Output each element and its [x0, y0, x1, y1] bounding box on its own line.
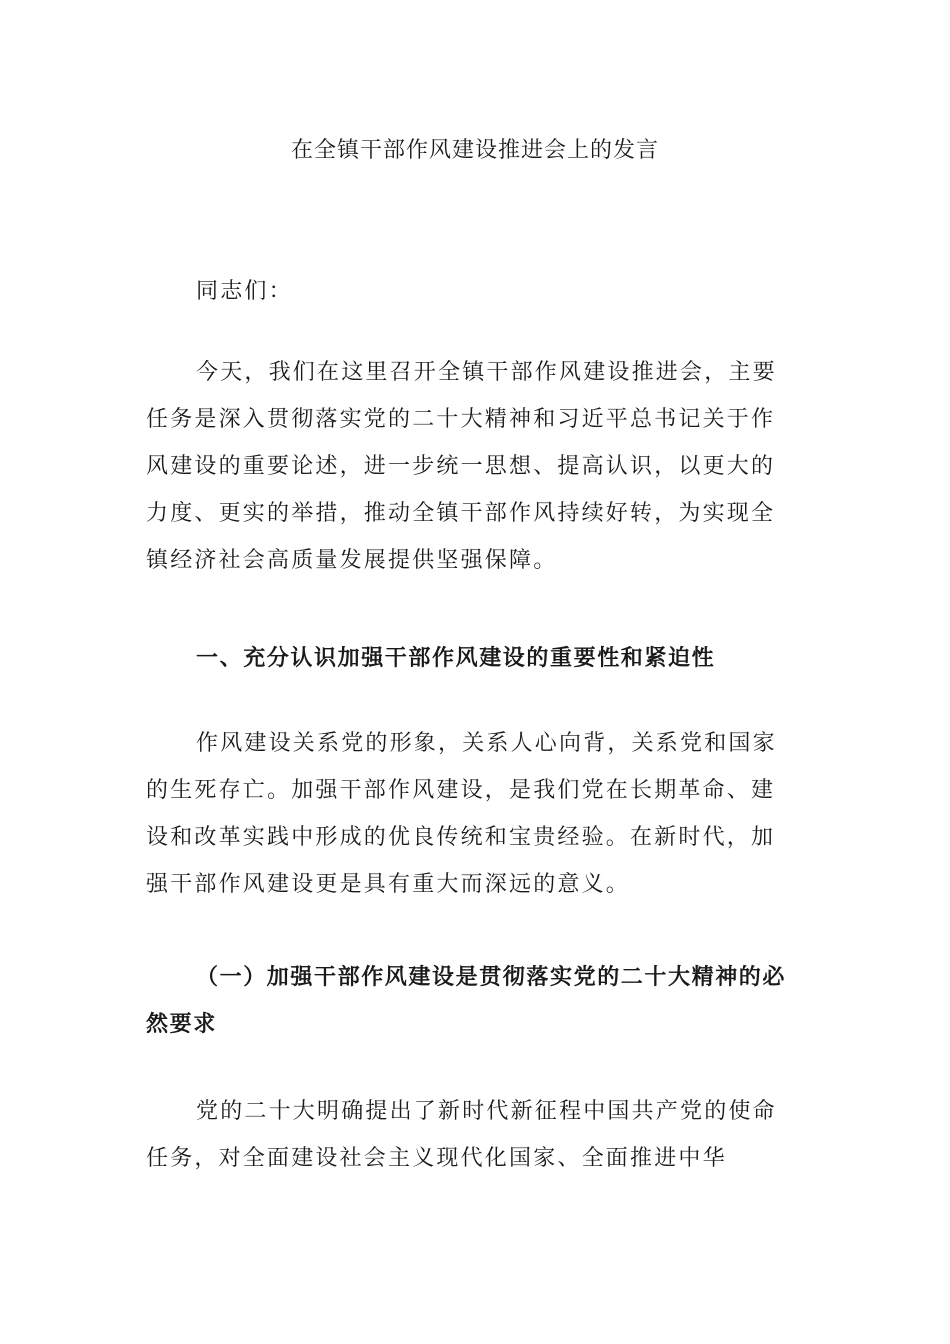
subsection-heading-1: （一）加强干部作风建设是贯彻落实党的二十大精神的必然要求 [146, 965, 787, 1037]
salutation: 同志们： [196, 279, 293, 304]
document-title: 在全镇干部作风建设推进会上的发言 [290, 138, 659, 163]
intro-paragraph: 今天，我们在这里召开全镇干部作风建设推进会，主要任务是深入贯彻落实党的二十大精神和习近平总书记关于作风建设的重要论述，进一步统一思想、提高认识，以更大的力度、更实的举措，推动全镇干部作风持续好转，为实现全镇经济社会高质量发展提供坚强保障。 [146, 360, 777, 573]
subsection1-paragraph: 党的二十大明确提出了新时代新征程中国共产党的使命任务，对全面建设社会主义现代化国家、全面推进中华 [146, 1099, 777, 1171]
section1-paragraph: 作风建设关系党的形象，关系人心向背，关系党和国家的生死存亡。加强干部作风建设，是我们党在长期革命、建设和改革实践中形成的优良传统和宝贵经验。在新时代，加强干部作风建设更是具有重大而深远的意义。 [146, 731, 777, 897]
section-heading-1: 一、充分认识加强干部作风建设的重要性和紧迫性 [196, 646, 716, 671]
